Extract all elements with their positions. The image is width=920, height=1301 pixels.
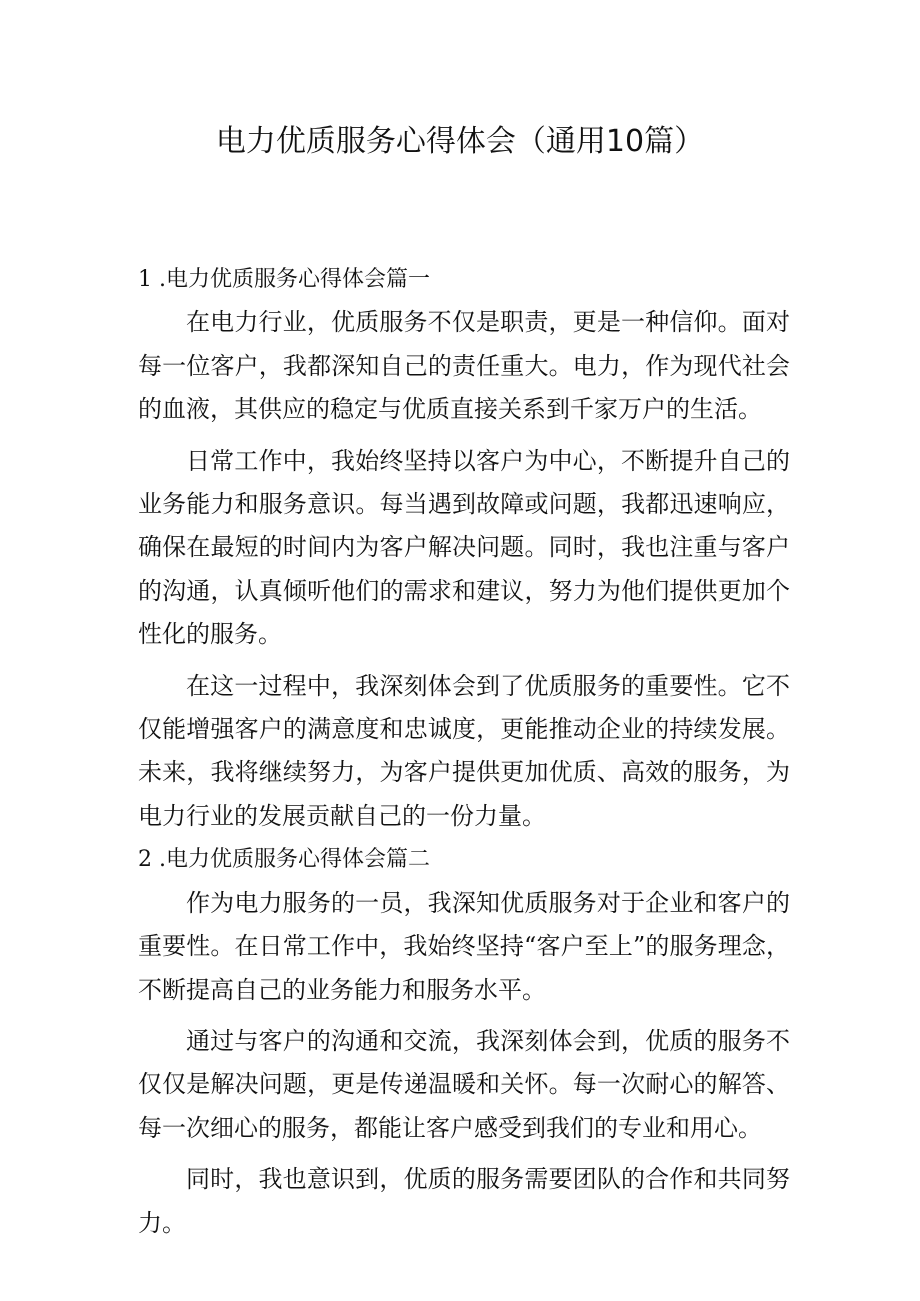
paragraph: 通过与客户的沟通和交流，我深刻体会到，优质的服务不仅仅是解决问题，更是传递温暖和关怀。每一次耐心的解答、每一次细心的服务，都能让客户感受到我们的专业和用心。 bbox=[138, 1026, 790, 1142]
paragraph: 同时，我也意识到，优质的服务需要团队的合作和共同努力。 bbox=[138, 1165, 790, 1237]
paragraph: 作为电力服务的一员，我深知优质服务对于企业和客户的重要性。在日常工作中，我始终坚持“客户至上”的服务理念，不断提高自己的业务能力和服务水平。 bbox=[138, 888, 790, 1004]
section-1 bbox=[138, 258, 790, 838]
paragraph: 在电力行业，优质服务不仅是职责，更是一种信仰。面对每一位客户，我都深知自己的责任重大。电力，作为现代社会的血液，其供应的稳定与优质直接关系到千家万户的生活。 bbox=[138, 308, 790, 424]
paragraph: 日常工作中，我始终坚持以客户为中心，不断提升自己的业务能力和服务意识。每当遇到故障或问题，我都迅速响应，确保在最短的时间内为客户解决问题。同时，我也注重与客户的沟通，认真倾听他们的需求和建议，努力为他们提供更加个性化的服务。 bbox=[138, 446, 790, 649]
section-2 bbox=[138, 838, 790, 1245]
paragraph: 在这一过程中，我深刻体会到了优质服务的重要性。它不仅能增强客户的满意度和忠诚度，更能推动企业的持续发展。未来，我将继续努力，为客户提供更加优质、高效的服务，为电力行业的发展贡献自己的一份力量。 bbox=[138, 671, 790, 830]
document-title: 电力优质服务心得体会（通用10篇） bbox=[215, 124, 705, 159]
document-body bbox=[138, 258, 790, 1245]
section-heading: 1 .电力优质服务心得体会篇一 bbox=[138, 267, 430, 292]
section-heading: 2 .电力优质服务心得体会篇二 bbox=[138, 847, 430, 873]
